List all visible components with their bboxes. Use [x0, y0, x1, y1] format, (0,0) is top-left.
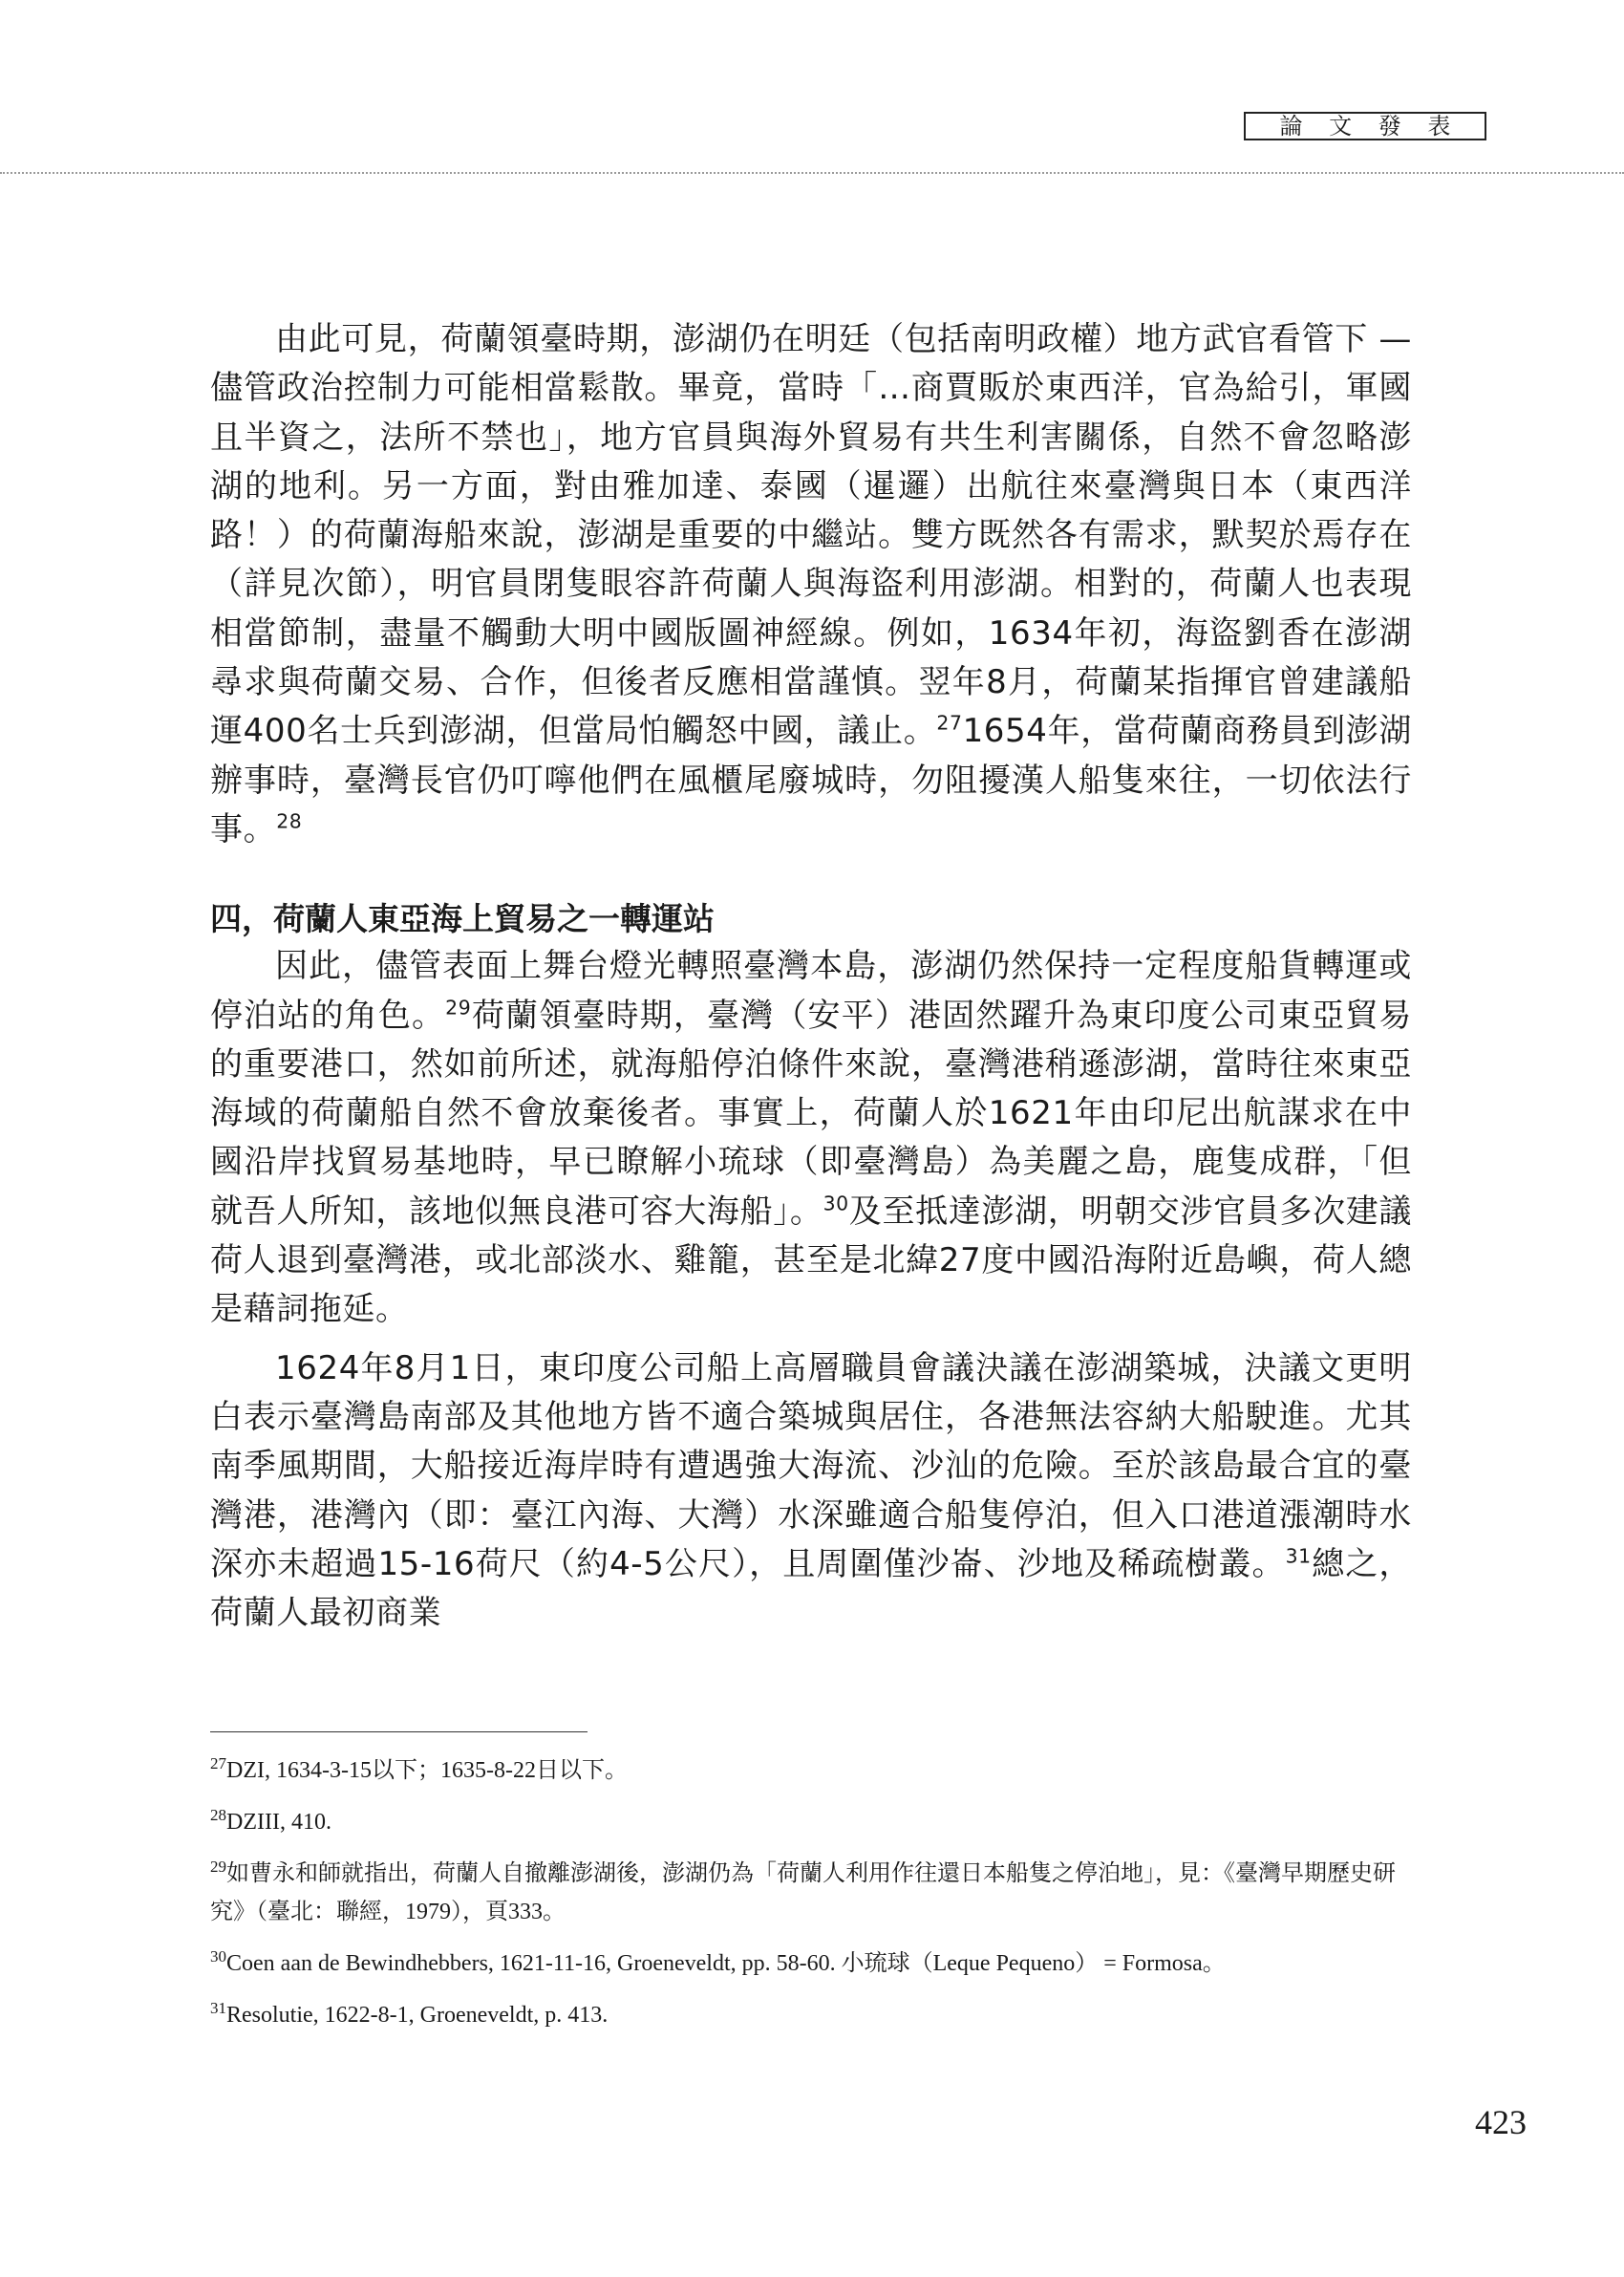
- footnote-text: Coen aan de Bewindhebbers, 1621-11-16, Groeneveldt, pp. 58-60. 小琉球（Leque Pequeno） = Formosa。: [226, 1951, 1226, 1976]
- footnote-text: DZI, 1634-3-15以下；1635-8-22日以下。: [226, 1758, 628, 1783]
- footnote: [210, 1751, 1412, 1790]
- footnote: [210, 1996, 1412, 2034]
- footnote-text: Resolutie, 1622-8-1, Groeneveldt, p. 413.: [226, 2003, 609, 2028]
- footnote: [210, 1803, 1412, 1841]
- paragraph-2-text-a: 因此，儘管表面上舞台燈光轉照臺灣本島，澎湖仍然保持一定程度船貨轉運或停泊站的角色。: [210, 947, 1412, 1035]
- footnote-ref-28[interactable]: 28: [276, 809, 303, 833]
- footnote-ref-29[interactable]: 29: [445, 996, 472, 1020]
- footnote: [210, 1855, 1412, 1931]
- footnote: [210, 1944, 1412, 1983]
- paragraph-3-text-b: 總之，荷蘭人最初商業: [210, 1544, 1412, 1633]
- section-heading: 四，荷蘭人東亞海上貿易之一轉運站: [210, 900, 715, 938]
- footnote-ref-31[interactable]: 31: [1285, 1544, 1312, 1568]
- footnote-ref-27[interactable]: 27: [936, 712, 963, 736]
- paragraph-1-text-b: 1654年，當荷蘭商務員到澎湖辦事時，臺灣長官仍叮嚀他們在風櫃尾廢城時，勿阻擾漢人船隻來往，一切依法行事。: [210, 712, 1412, 849]
- paragraph-2: [210, 942, 1412, 1334]
- header-divider: [0, 172, 1624, 174]
- footnote-number: 30: [210, 1947, 226, 1966]
- paragraph-2-text-b: 荷蘭領臺時期，臺灣（安平）港固然躍升為東印度公司東亞貿易的重要港口，然如前所述，就海船停泊條件來說，臺灣港稍遜澎湖，當時往來東亞海域的荷蘭船自然不會放棄後者。事實上，荷蘭人於1621年由印尼出航謀求在中國沿岸找貿易基地時，早已瞭解小琉球（即臺灣島）為美麗之島，鹿隻成群，「但就吾人所知，該地似無良港可容大海船」。: [210, 996, 1412, 1231]
- footnote-number: 29: [210, 1858, 226, 1876]
- footnote-text: DZIII, 410.: [226, 1810, 331, 1835]
- paragraph-3: [210, 1344, 1412, 1639]
- footnote-number: 27: [210, 1754, 226, 1772]
- footnote-divider: [210, 1731, 588, 1732]
- footnote-text: 如曹永和師就指出，荷蘭人自撤離澎湖後，澎湖仍為「荷蘭人利用作往還日本船隻之停泊地」，見：《臺灣早期歷史研究》（臺北：聯經，1979），頁333。: [210, 1861, 1396, 1924]
- paragraph-2-text-c: 及至抵達澎湖，明朝交涉官員多次建議荷人退到臺灣港，或北部淡水、雞籠，甚至是北緯27度中國沿海附近島嶼，荷人總是藉詞拖延。: [210, 1192, 1412, 1329]
- section-label: 論 文 發 表: [1244, 112, 1486, 140]
- paragraph-1-text-a: 由此可見，荷蘭領臺時期，澎湖仍在明廷（包括南明政權）地方武官看管下 — 儘管政治控制力可能相當鬆散。畢竟，當時「…商賈販於東西洋，官為給引，軍國且半資之，法所不禁也」，地方官員與海外貿易有共生利害關係，自然不會忽略澎湖的地利。另一方面，對由雅加達、泰國（暹邏）出航往來臺灣與日本（東西洋路！）的荷蘭海船來說，澎湖是重要的中繼站。雙方既然各有需求，默契於焉存在（詳見次節），明官員閉隻眼容許荷蘭人與海盜利用澎湖。相對的，荷蘭人也表現相當節制，盡量不觸動大明中國版圖神經線。例如，1634年初，海盜劉香在澎湖尋求與荷蘭交易、合作，但後者反應相當謹慎。翌年8月，荷蘭某指揮官曾建議船運400名士兵到澎湖，但當局怕觸怒中國，議止。: [210, 320, 1412, 751]
- footnote-ref-30[interactable]: 30: [823, 1192, 849, 1215]
- paragraph-3-text-a: 1624年8月1日，東印度公司船上高層職員會議決議在澎湖築城，決議文更明白表示臺灣島南部及其他地方皆不適合築城與居住，各港無法容納大船駛進。尤其南季風期間，大船接近海岸時有遭遇強大海流、沙汕的危險。至於該島最合宜的臺灣港，港灣內（即：臺江內海、大灣）水深雖適合船隻停泊，但入口港道漲潮時水深亦未超過15-16荷尺（約4-5公尺），且周圍僅沙崙、沙地及稀疏樹叢。: [210, 1348, 1412, 1583]
- paragraph-1: [210, 315, 1412, 854]
- footnote-number: 28: [210, 1806, 226, 1824]
- footnotes: [210, 1751, 1412, 2048]
- footnote-number: 31: [210, 1999, 226, 2017]
- main-text: [210, 315, 1412, 1638]
- page-number: 423: [1475, 2103, 1527, 2141]
